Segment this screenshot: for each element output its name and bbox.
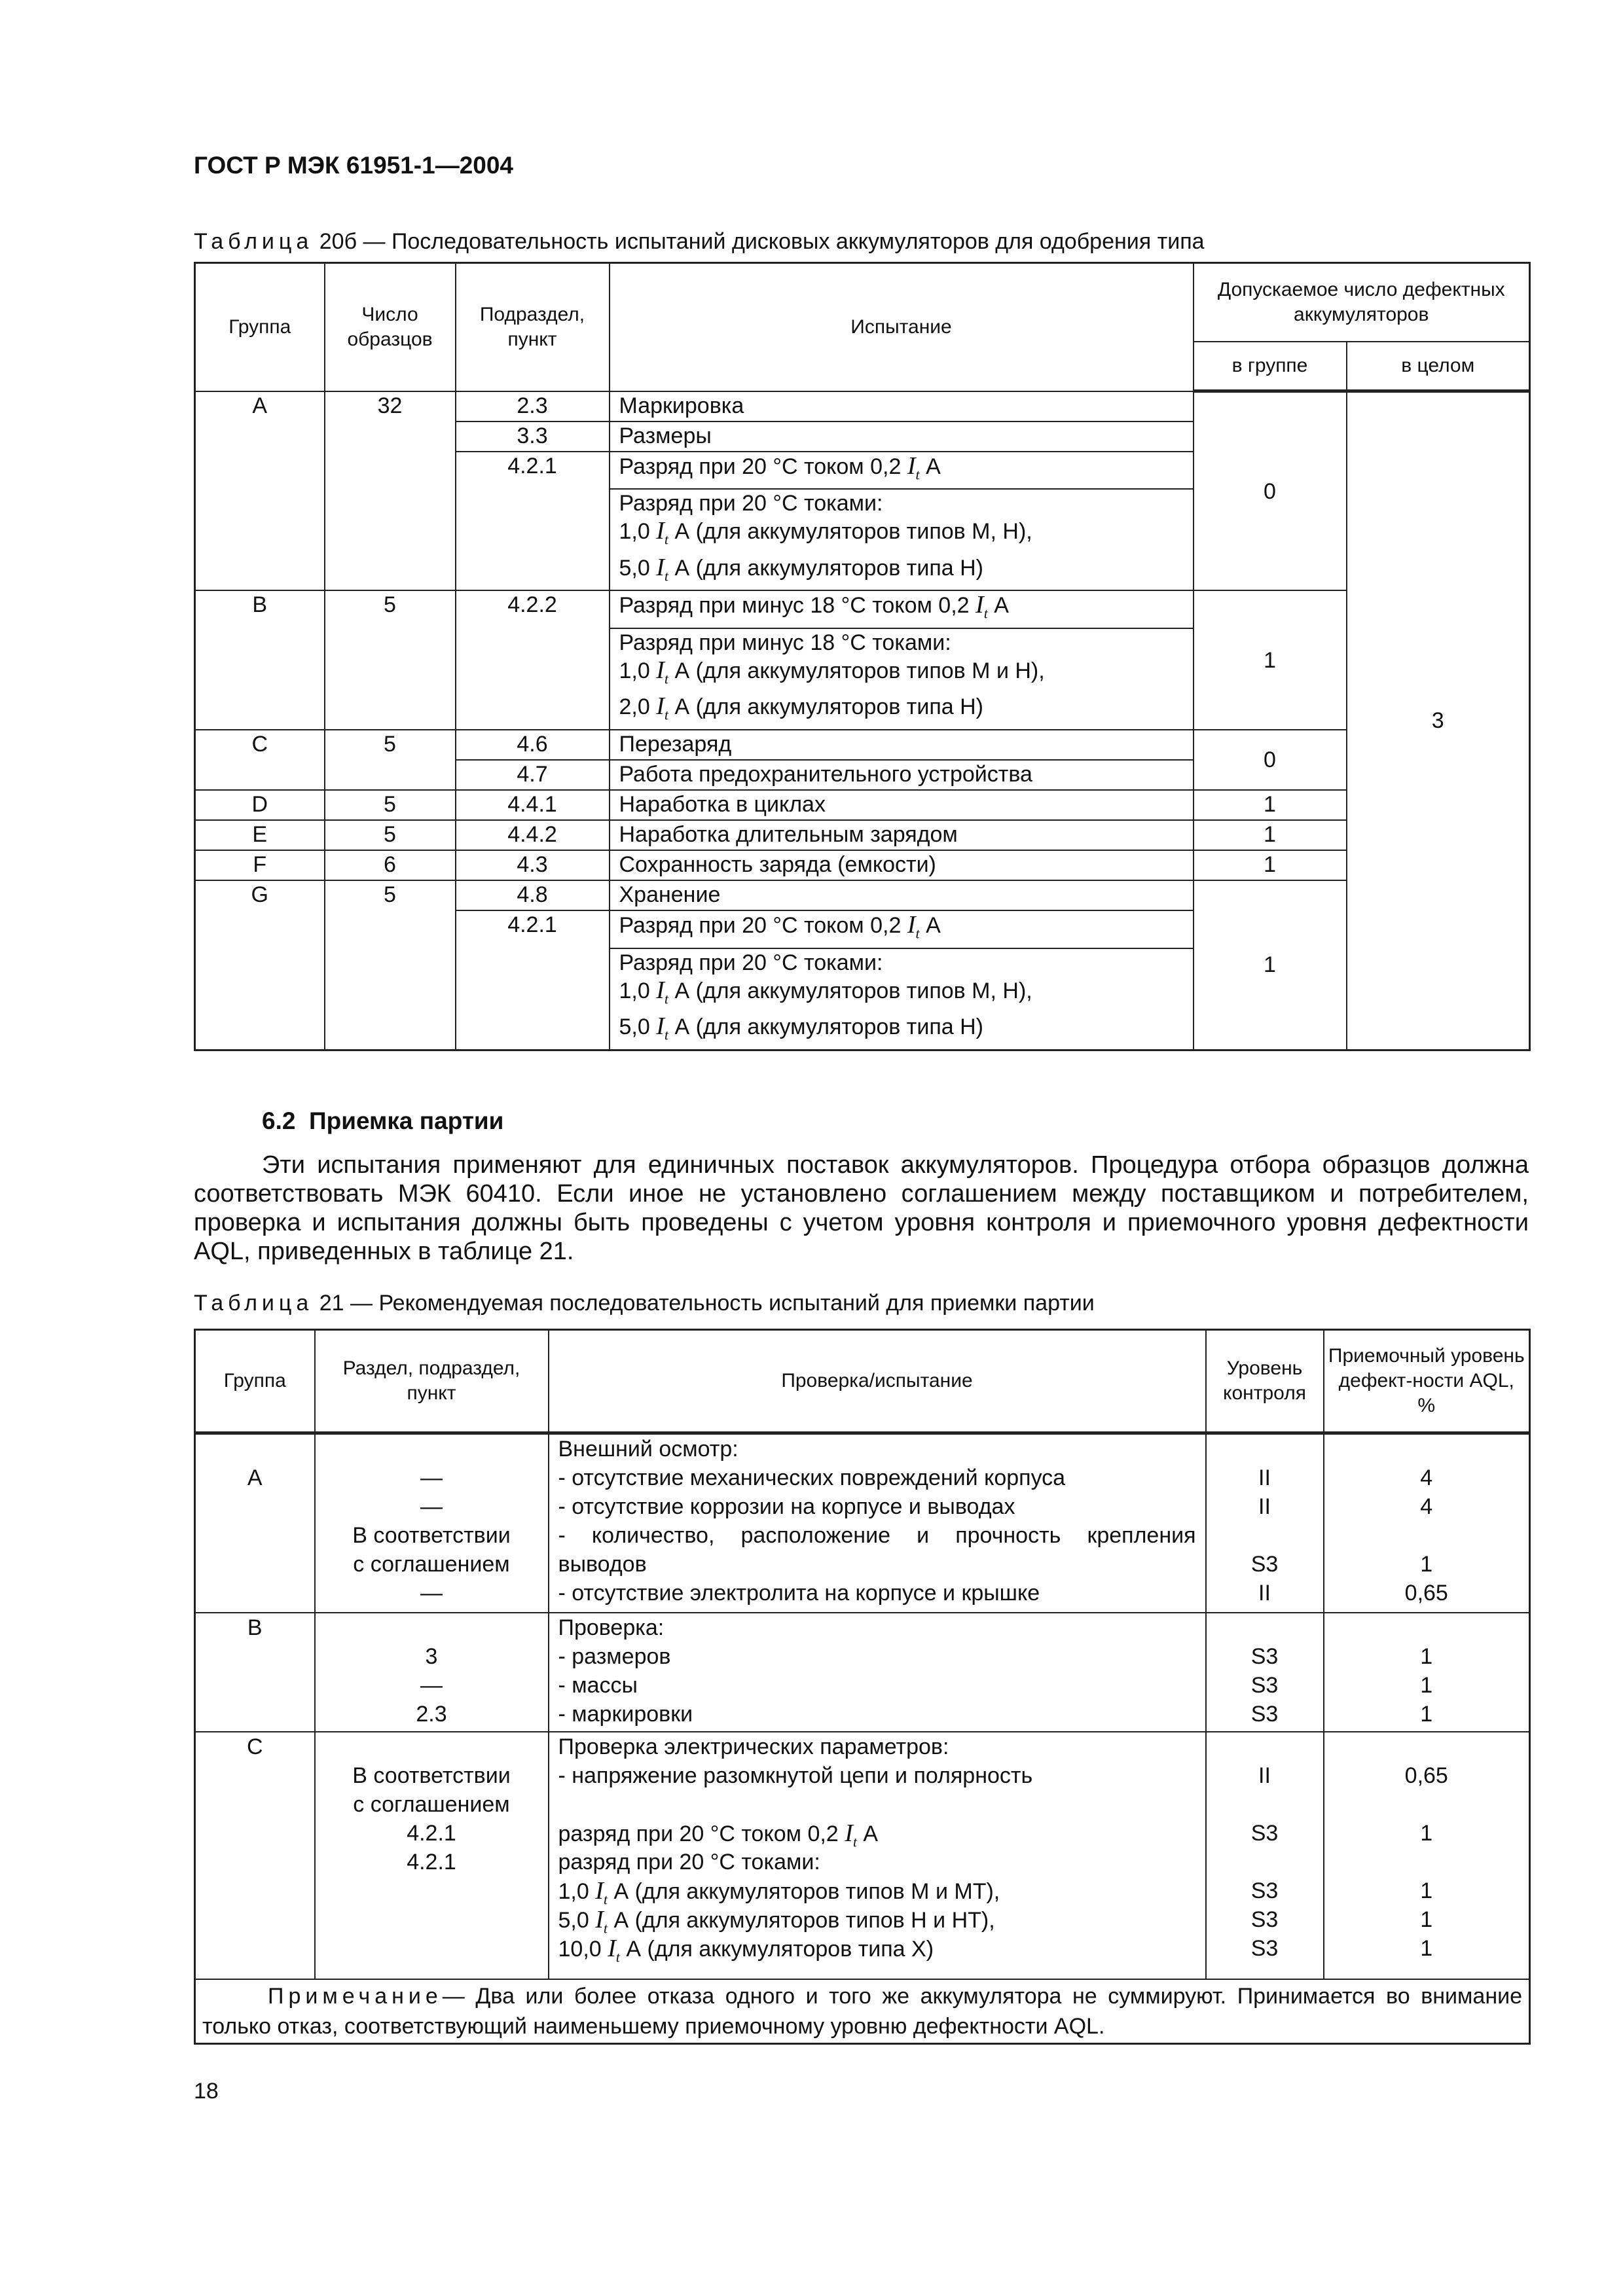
current-symbol: $I_t$ (595, 1905, 608, 1937)
table20b-caption-text: 20б — Последовательность испытаний дисковых аккумуляторов для одобрения типа (319, 229, 1205, 254)
level-cell: II S3 S3 S3 S3 (1206, 1732, 1324, 1979)
clause-cell: 4.8 (456, 880, 610, 910)
test-cell: Наработка в циклах (610, 790, 1194, 820)
table20b-caption-word: Таблица (194, 229, 314, 254)
current-symbol: $I_t$ (656, 976, 668, 1007)
count-cell: 32 (325, 391, 456, 591)
level-cell: II II S3 II (1206, 1433, 1324, 1613)
col-header-group: Группа (195, 263, 325, 391)
current-symbol: $I_t$ (907, 911, 920, 942)
col-header-group: Группа (195, 1330, 315, 1433)
clause-cell: 2.3 (456, 391, 610, 422)
table21-caption (194, 1291, 1095, 1316)
test-cell (610, 452, 1194, 490)
group-cell: E (195, 820, 325, 850)
clause-cell: 4.2.2 (456, 590, 610, 730)
clause-cell: 3 — 2.3 (315, 1613, 549, 1732)
test-cell: Наработка длительным зарядом (610, 820, 1194, 850)
current-symbol: $I_t$ (656, 692, 668, 724)
table-row (195, 391, 1530, 422)
test-cell: Хранение (610, 880, 1194, 910)
defects-cell: 1 (1194, 590, 1347, 730)
defects-cell: 1 (1194, 790, 1347, 820)
col-header-check: Проверка/испытание (549, 1330, 1206, 1433)
clause-cell: В соответствии с соглашением 4.2.1 4.2.1 (315, 1732, 549, 1979)
count-cell: 5 (325, 820, 456, 850)
defects-cell: 1 (1194, 880, 1347, 1050)
current-symbol: $I_t$ (656, 517, 668, 548)
clause-cell: 4.7 (456, 760, 610, 790)
test-line: 1,0 $I_t$ А (для аккумуляторов типов М, Н), (619, 517, 1032, 548)
clause-cell: 4.4.1 (456, 790, 610, 820)
table-row-group-a (195, 1433, 1530, 1613)
clause-cell: 4.2.1 (456, 452, 610, 591)
test-cell: Разряд при минус 18 °С токами: 1,0 $I_t$ А (для аккумуляторов типов М и Н), 2,0 $I_t$ А (для аккумуляторов типа Н) (610, 628, 1194, 730)
clause-cell: 4.4.2 (456, 820, 610, 850)
test-text: А (926, 454, 941, 479)
clause-cell: — — В соответствии с соглашением — (315, 1433, 549, 1613)
current-symbol: $I_t$ (976, 591, 988, 622)
defects-cell: 0 (1194, 730, 1347, 790)
group-cell: F (195, 850, 325, 880)
test-line: 2,0 $I_t$ А (для аккумуляторов типа Н) (619, 692, 983, 724)
col-header-aql: Приемочный уровень дефект-ности AQL, % (1324, 1330, 1530, 1433)
clause-cell: 3.3 (456, 422, 610, 452)
table-20b (194, 262, 1531, 1051)
group-cell: A (195, 1433, 315, 1613)
current-symbol: $I_t$ (656, 1013, 668, 1043)
count-cell: 5 (325, 790, 456, 820)
clause-cell: 4.3 (456, 850, 610, 880)
table20b-caption (194, 229, 1205, 255)
test-cell: Разряд при 20 °С током 0,2 $I_t$ А (610, 910, 1194, 948)
test-line: 5,0 $I_t$ А (для аккумуляторов типа Н) (619, 1013, 983, 1043)
col-header-test: Испытание (610, 263, 1194, 391)
group-cell: B (195, 590, 325, 730)
group-cell: C (195, 730, 325, 790)
clause-cell: 4.2.1 (456, 910, 610, 1050)
table-note-row (195, 1979, 1530, 2044)
current-symbol: $I_t$ (907, 452, 920, 483)
current-symbol: $I_t$ (656, 656, 668, 687)
col-header-allowed-defects: Допускаемое число дефектных аккумуляторов (1194, 263, 1530, 342)
test-cell: Сохранность заряда (емкости) (610, 850, 1194, 880)
check-cell: Проверка электрических параметров: - напряжение разомкнутой цепи и полярность разряд при 20 °С током 0,2 $I_t$ А разряд при 20 °С токами: 1,0 $I_t$ А (для аккумуляторов типов М и МТ), 5,0 $I_t$ А (для аккумуляторов типов Н и НТ), 10,0 $I_t$ А (для аккумуляторов типа Х) (549, 1732, 1206, 1979)
table-row (195, 820, 1530, 850)
table21-caption-text: 21 — Рекомендуемая последовательность испытаний для приемки партии (319, 1291, 1095, 1316)
test-cell: Маркировка (610, 391, 1194, 422)
aql-cell: 0,65 1 1 1 1 (1324, 1732, 1530, 1979)
body-paragraph: Эти испытания применяют для единичных поставок аккумуляторов. Процедура отбора образцов должна соответствовать МЭК 60410. Если иное не установлено соглашением между поставщиком и потребителем, проверка и испытания должны быть проведены с учетом уровня контроля и приемочного уровня дефектности AQL, приведенных в таблице 21. (194, 1151, 1529, 1265)
check-cell: Внешний осмотр: - отсутствие механических повреждений корпуса - отсутствие коррозии на корпусе и выводах - количество, расположение и прочность крепления выводов - отсутствие электролита на корпусе и крышке (549, 1433, 1206, 1613)
test-cell: Размеры (610, 422, 1194, 452)
test-cell: Разряд при 20 °С токами: 1,0 $I_t$ А (для аккумуляторов типов М, Н), 5,0 $I_t$ А (для аккумуляторов типа Н) (610, 948, 1194, 1050)
group-cell: C (195, 1732, 315, 1979)
col-header-count: Число образцов (325, 263, 456, 391)
section-heading: 6.2 Приемка партии (262, 1107, 504, 1134)
col-header-clause: Раздел, подраздел, пункт (315, 1330, 549, 1433)
aql-cell: 4 4 1 0,65 (1324, 1433, 1530, 1613)
test-line: 1,0 $I_t$ А (для аккумуляторов типов М и Н), (619, 656, 1045, 687)
level-cell: S3 S3 S3 (1206, 1613, 1324, 1732)
table-row (195, 730, 1530, 760)
check-cell: Проверка: - размеров - массы - маркировки (549, 1613, 1206, 1732)
table-note (195, 1979, 1530, 2044)
current-symbol: $I_t$ (656, 553, 668, 584)
col-header-clause: Подраздел, пункт (456, 263, 610, 391)
defects-cell: 1 (1194, 820, 1347, 850)
group-cell: G (195, 880, 325, 1050)
test-line: 1,0 $I_t$ А (для аккумуляторов типов М, Н), (619, 976, 1032, 1007)
table-row (195, 590, 1530, 628)
defects-cell: 0 (1194, 391, 1347, 591)
table-21 (194, 1329, 1531, 2045)
test-text: Разряд при 20 °С токами: (619, 491, 883, 516)
test-cell (610, 489, 1194, 590)
col-header-level: Уровень контроля (1206, 1330, 1324, 1433)
table-row (195, 850, 1530, 880)
test-text: Разряд при 20 °С током 0,2 (619, 454, 902, 479)
document-header: ГОСТ Р МЭК 61951-1—2004 (194, 152, 514, 179)
current-symbol: $I_t$ (845, 1819, 857, 1850)
count-cell: 5 (325, 590, 456, 730)
table-row-group-c (195, 1732, 1530, 1979)
note-label: Примечание (268, 1983, 443, 2009)
test-cell: Разряд при минус 18 °С током 0,2 $I_t$ А (610, 590, 1194, 628)
total-defects-cell: 3 (1347, 391, 1530, 1050)
current-symbol: $I_t$ (595, 1876, 608, 1908)
group-cell: D (195, 790, 325, 820)
count-cell: 6 (325, 850, 456, 880)
clause-cell: 4.6 (456, 730, 610, 760)
page-number: 18 (194, 2079, 219, 2104)
group-cell: B (195, 1613, 315, 1732)
table-row-group-b (195, 1613, 1530, 1732)
aql-cell: 1 1 1 (1324, 1613, 1530, 1732)
test-cell: Перезаряд (610, 730, 1194, 760)
current-symbol: $I_t$ (608, 1934, 620, 1965)
table-row (195, 790, 1530, 820)
col-header-in-group: в группе (1194, 342, 1347, 391)
note-text: — Два или более отказа одного и того же аккумулятора не суммируют. Принимается во внимание только отказ, соответствующий наименьшему приемочному уровню дефектности AQL. (202, 1983, 1522, 2039)
defects-cell: 1 (1194, 850, 1347, 880)
count-cell: 5 (325, 730, 456, 790)
col-header-total: в целом (1347, 342, 1530, 391)
count-cell: 5 (325, 880, 456, 1050)
table-row (195, 880, 1530, 910)
test-line: 5,0 $I_t$ А (для аккумуляторов типа Н) (619, 553, 983, 584)
test-cell: Работа предохранительного устройства (610, 760, 1194, 790)
group-cell: A (195, 391, 325, 591)
table21-caption-word: Таблица (194, 1291, 314, 1316)
